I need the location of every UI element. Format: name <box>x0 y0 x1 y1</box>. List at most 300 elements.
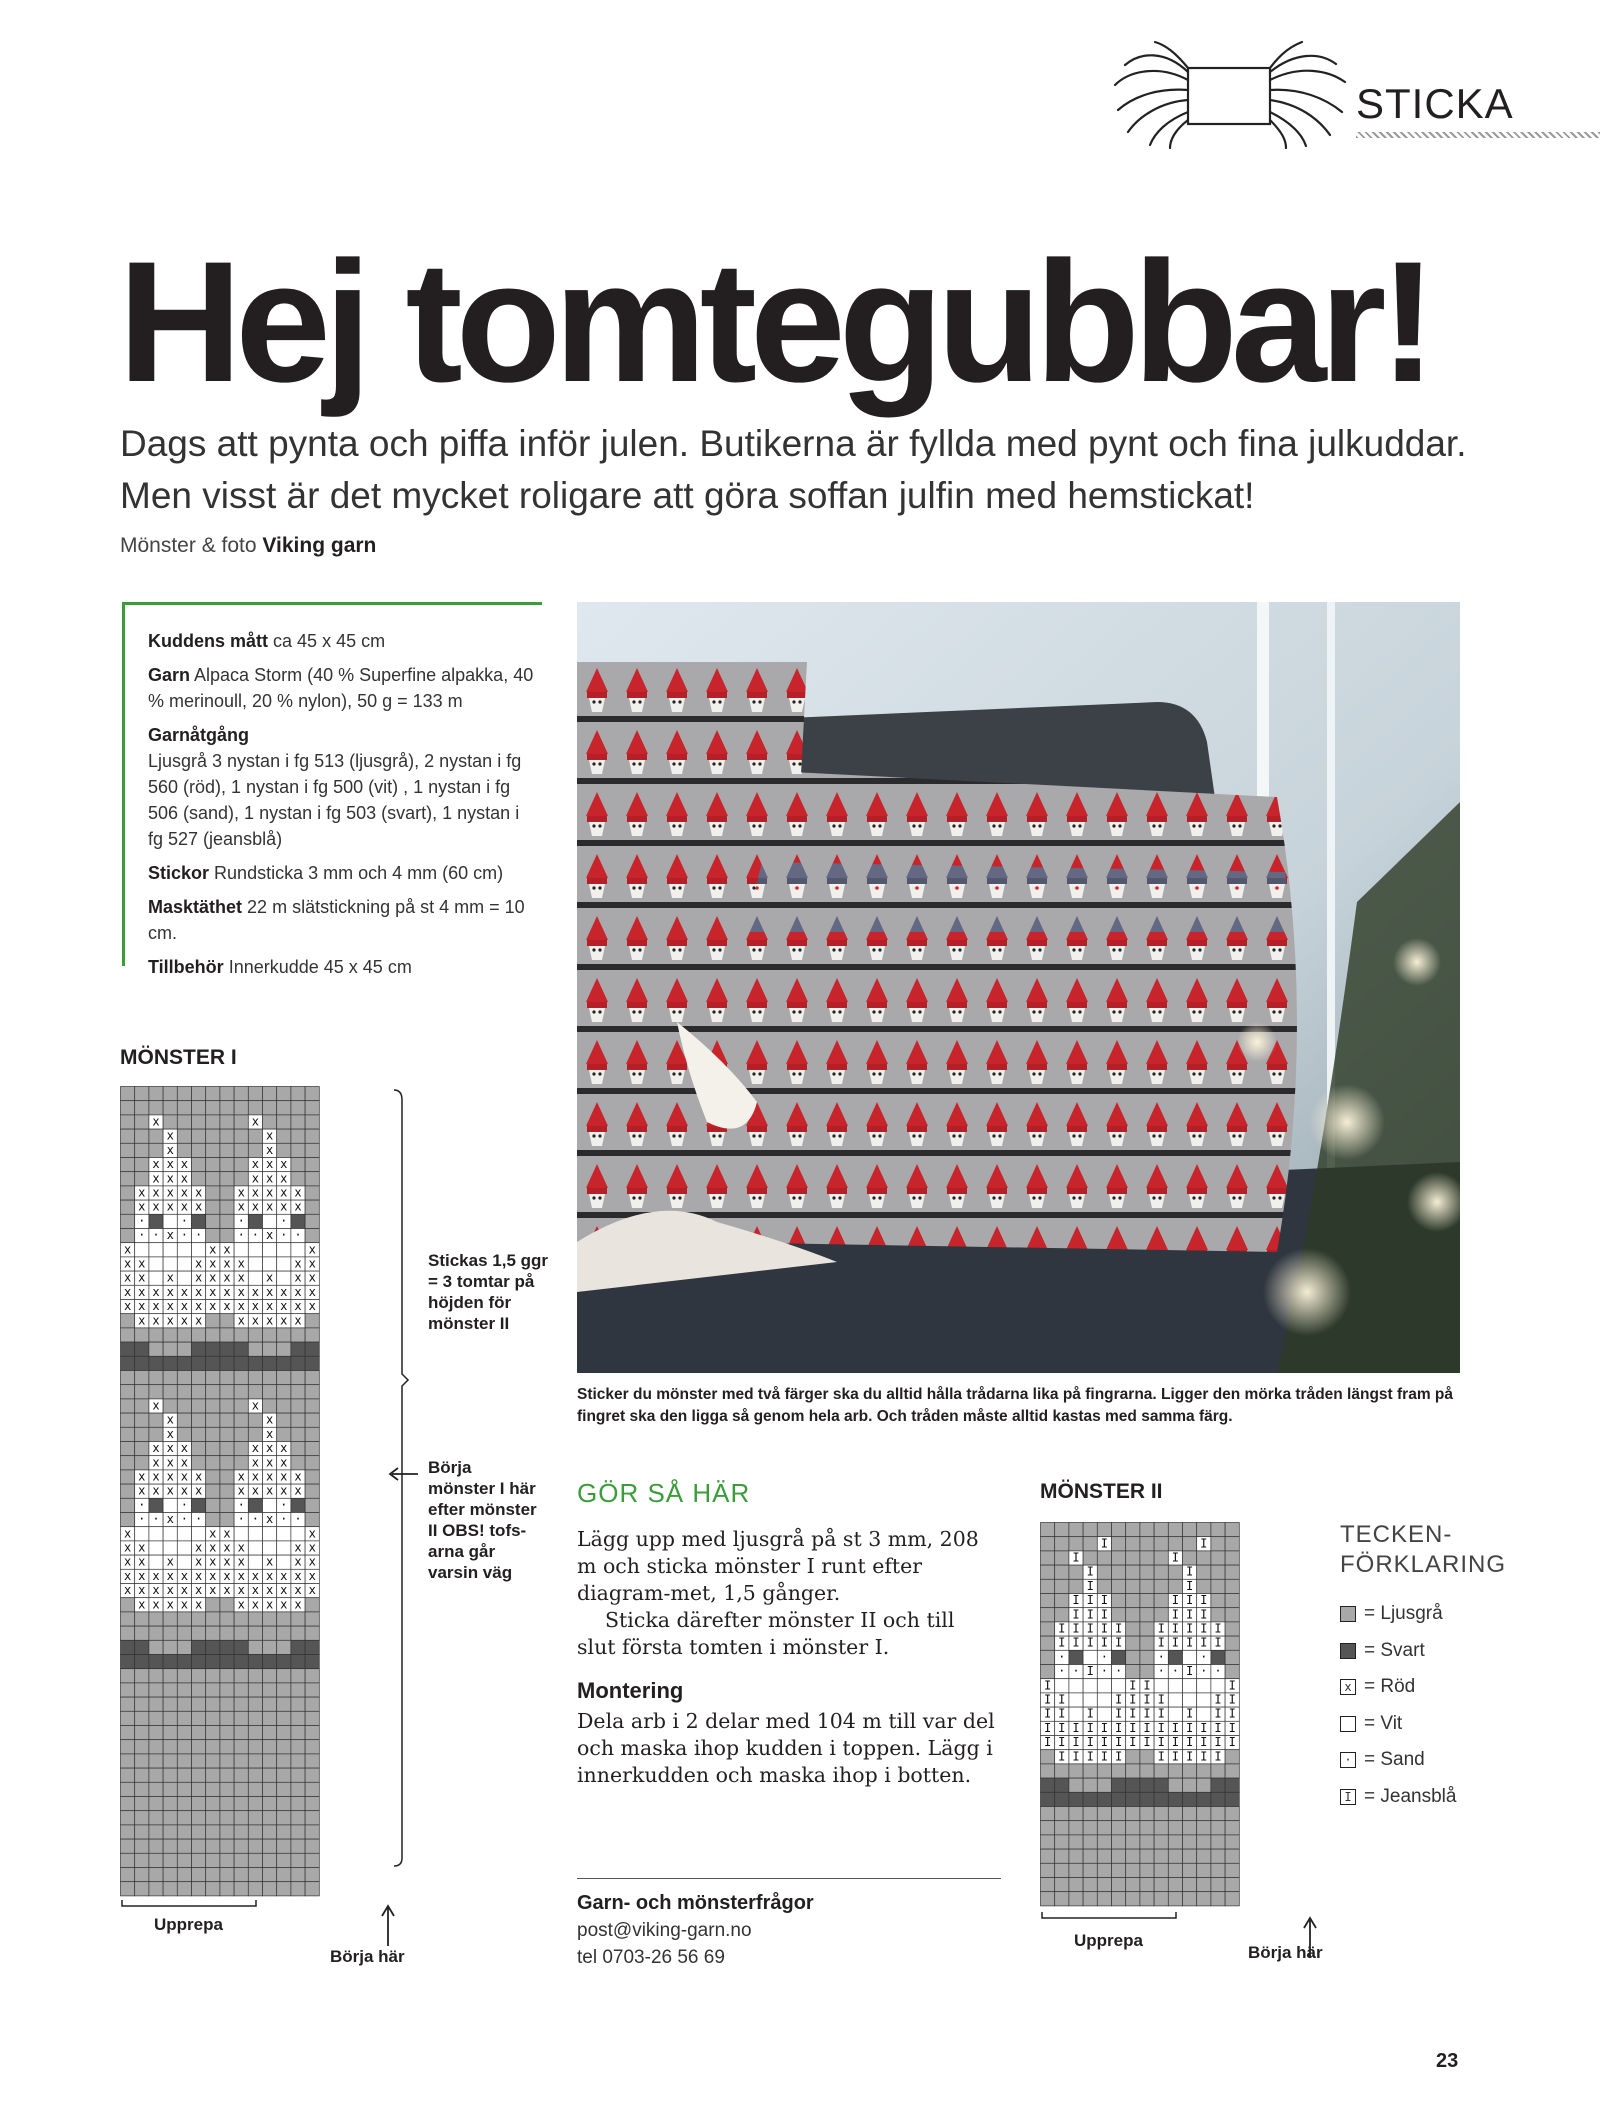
chart-cell <box>1197 1707 1211 1721</box>
chart-symbol: I <box>1072 1735 1080 1750</box>
chart-cell <box>1126 1821 1140 1835</box>
chart-cell <box>163 1371 177 1385</box>
chart-cell <box>305 1143 319 1157</box>
chart-symbol: I <box>1171 1621 1180 1636</box>
chart-cell <box>305 1697 319 1711</box>
chart-symbol: I <box>1058 1735 1066 1750</box>
chart-symbol: x <box>251 1313 260 1328</box>
chart-cell <box>291 1853 305 1867</box>
chart-cell <box>305 1342 319 1356</box>
chart-cell <box>248 1413 262 1427</box>
chart-cell <box>206 1229 220 1243</box>
chart-cell <box>149 1541 163 1555</box>
chart-cell <box>135 1427 149 1441</box>
chart-symbol: x <box>194 1270 203 1285</box>
chart-cell <box>192 1655 206 1669</box>
chart-symbol: x <box>237 1483 245 1498</box>
chart-symbol: x <box>237 1554 245 1569</box>
chart-symbol: x <box>209 1554 217 1569</box>
chart-cell <box>206 1129 220 1143</box>
chart-symbol: I <box>1171 1550 1180 1565</box>
chart-symbol: x <box>152 1455 160 1470</box>
chart-cell <box>1168 1565 1182 1579</box>
chart-cell <box>220 1498 234 1512</box>
chart-cell <box>234 1356 248 1370</box>
chart-cell <box>1140 1849 1154 1863</box>
chart-cell <box>149 1726 163 1740</box>
chart-symbol: x <box>194 1583 203 1598</box>
contact-email[interactable]: post@viking-garn.no <box>577 1920 752 1941</box>
chart-cell <box>1112 1679 1126 1693</box>
chart-cell <box>1126 1622 1140 1636</box>
chart-cell <box>1041 1764 1055 1778</box>
chart-symbol: I <box>1072 1635 1080 1650</box>
chart-symbol: x <box>308 1242 316 1257</box>
chart-symbol: I <box>1185 1664 1194 1679</box>
chart-cell <box>121 1456 135 1470</box>
chart-cell <box>220 1626 234 1640</box>
chart-cell <box>234 1172 248 1186</box>
chart-symbol: x <box>152 1284 160 1299</box>
chart-cell <box>149 1655 163 1669</box>
chart-cell <box>1183 1835 1197 1849</box>
chart-cell <box>1140 1594 1154 1608</box>
chart-cell <box>149 1257 163 1271</box>
chart-cell <box>1126 1523 1140 1537</box>
chart-cell <box>177 1740 191 1754</box>
chart-cell <box>277 1612 291 1626</box>
chart-cell <box>177 1342 191 1356</box>
chart-cell <box>163 1626 177 1640</box>
chart-cell <box>1041 1807 1055 1821</box>
chart-cell <box>1097 1892 1111 1906</box>
chart-cell <box>305 1101 319 1115</box>
chart-cell <box>1069 1863 1083 1877</box>
chart-cell <box>234 1385 248 1399</box>
chart-cell <box>248 1555 262 1569</box>
info-text: Ljusgrå 3 nystan i fg 513 (ljusgrå), 2 nystan i fg 560 (röd), 1 nystan i fg 500 (vit) , 1 nystan i fg 506 (sand), 1 nystan i fg 503 (svart), 1 nystan i fg 527 (jeansblå) <box>148 751 522 849</box>
chart-cell <box>1140 1863 1154 1877</box>
chart-symbol: x <box>251 1185 260 1200</box>
chart-symbol: x <box>251 1299 260 1314</box>
chart-symbol: x <box>265 1426 274 1441</box>
chart-cell <box>135 1356 149 1370</box>
chart-symbol: x <box>138 1185 146 1200</box>
chart-cell <box>163 1726 177 1740</box>
chart-cell <box>234 1711 248 1725</box>
chart-symbol: I <box>1157 1621 1165 1636</box>
chart-symbol: x <box>294 1568 302 1583</box>
chart-symbol: I <box>1100 1635 1109 1650</box>
chart-cell <box>1069 1878 1083 1892</box>
chart-symbol: x <box>280 1568 288 1583</box>
chart-cell <box>1225 1849 1239 1863</box>
chart-cell <box>121 1356 135 1370</box>
chart-symbol: x <box>294 1313 302 1328</box>
chart-cell <box>121 1612 135 1626</box>
chart-cell <box>234 1882 248 1896</box>
chart-cell <box>263 1697 277 1711</box>
chart-symbol: x <box>237 1469 245 1484</box>
chart-symbol: x <box>294 1483 302 1498</box>
chart-cell <box>1183 1764 1197 1778</box>
chart-cell <box>248 1129 262 1143</box>
chart-cell <box>192 1754 206 1768</box>
chart-cell <box>1069 1537 1083 1551</box>
chart-cell <box>1055 1892 1069 1906</box>
chart-symbol: x <box>294 1554 302 1569</box>
chart-symbol: x <box>280 1313 288 1328</box>
chart-cell <box>121 1513 135 1527</box>
legend-item <box>1340 1669 1456 1706</box>
chart-symbol: x <box>209 1568 217 1583</box>
chart-symbol: x <box>166 1554 174 1569</box>
chart-symbol: I <box>1129 1678 1137 1693</box>
chart-cell <box>206 1711 220 1725</box>
chart-symbol: I <box>1058 1720 1066 1735</box>
chart-cell <box>291 1143 305 1157</box>
chart-cell <box>149 1754 163 1768</box>
chart-cell <box>121 1697 135 1711</box>
chart1-start-note: Börja mönster I här efter mönster II OBS! tofs-arna går varsin väg <box>428 1458 537 1582</box>
chart-cell <box>220 1186 234 1200</box>
chart-cell <box>1140 1665 1154 1679</box>
chart-cell <box>135 1399 149 1413</box>
chart-cell <box>305 1655 319 1669</box>
chart-cell <box>192 1669 206 1683</box>
chart-symbol: x <box>237 1270 245 1285</box>
chart-symbol: x <box>251 1398 260 1413</box>
chart-symbol: I <box>1171 1720 1180 1735</box>
chart-cell <box>149 1356 163 1370</box>
chart-symbol: x <box>265 1441 274 1456</box>
chart-symbol: I <box>1214 1720 1222 1735</box>
chart-cell <box>291 1129 305 1143</box>
chart-cell <box>248 1811 262 1825</box>
chart-cell <box>177 1271 191 1285</box>
info-label: Masktäthet <box>148 897 243 917</box>
chart-symbol: x <box>180 1157 189 1172</box>
chart-cell <box>149 1271 163 1285</box>
info-yarn <box>148 662 538 714</box>
chart-symbol: x <box>251 1114 260 1129</box>
chart-cell <box>220 1101 234 1115</box>
chart-cell <box>220 1811 234 1825</box>
legend-title-line: FÖRKLARING <box>1340 1551 1507 1578</box>
chart-cell <box>1183 1679 1197 1693</box>
chart-cell <box>1097 1523 1111 1537</box>
chart-cell <box>135 1882 149 1896</box>
chart-symbol: x <box>166 1270 174 1285</box>
chart-symbol: x <box>209 1583 217 1598</box>
chart-cell <box>305 1612 319 1626</box>
chart-cell <box>305 1356 319 1370</box>
chart-cell <box>1041 1778 1055 1792</box>
chart-cell <box>291 1683 305 1697</box>
chart-symbol: I <box>1100 1720 1109 1735</box>
chart-cell <box>135 1101 149 1115</box>
chart-cell <box>1154 1608 1168 1622</box>
chart-cell <box>291 1214 305 1228</box>
chart-cell <box>263 1527 277 1541</box>
contact-divider <box>577 1878 1001 1879</box>
chart-cell <box>1083 1523 1097 1537</box>
chart-cell <box>263 1328 277 1342</box>
chart-cell <box>305 1385 319 1399</box>
chart-cell <box>220 1200 234 1214</box>
chart-cell <box>1211 1821 1225 1835</box>
chart-cell <box>1097 1764 1111 1778</box>
chart-symbol: · <box>1100 1649 1109 1664</box>
chart-cell <box>263 1356 277 1370</box>
chart-cell <box>1154 1594 1168 1608</box>
chart-cell <box>220 1839 234 1853</box>
chart-cell <box>1197 1807 1211 1821</box>
chart-cell <box>1126 1551 1140 1565</box>
chart-cell <box>1126 1849 1140 1863</box>
chart-cell <box>163 1399 177 1413</box>
chart-cell <box>277 1853 291 1867</box>
chart-cell <box>177 1427 191 1441</box>
chart-cell <box>220 1385 234 1399</box>
chart-cell <box>263 1768 277 1782</box>
chart-cell <box>1112 1807 1126 1821</box>
photo-caption: Sticker du mönster med två färger ska du alltid hålla trådarna lika på fingrarna. Ligger den mörka tråden längst fram på fingret ska den ligga så genom hela arb. Och tråden måste alltid kastas med samma färg. <box>577 1386 1453 1425</box>
chart-cell <box>220 1115 234 1129</box>
chart-cell <box>248 1214 262 1228</box>
chart-symbol: x <box>166 1568 174 1583</box>
chart-cell <box>206 1768 220 1782</box>
chart-cell <box>1041 1792 1055 1806</box>
chart-cell <box>135 1413 149 1427</box>
chart-cell <box>1083 1807 1097 1821</box>
chart-symbol: x <box>138 1568 146 1583</box>
chart-cell <box>1211 1863 1225 1877</box>
chart-cell <box>220 1598 234 1612</box>
chart-cell <box>1140 1622 1154 1636</box>
chart-cell <box>135 1868 149 1882</box>
article-title: Hej tomtegubbar! <box>118 226 1430 418</box>
chart-symbol: x <box>180 1455 189 1470</box>
legend-label: = Svart <box>1364 1639 1425 1661</box>
chart-symbol: x <box>166 1199 174 1214</box>
chart-cell <box>263 1257 277 1271</box>
chart-cell <box>1154 1764 1168 1778</box>
chart-symbol: I <box>1143 1735 1151 1750</box>
chart-cell <box>206 1754 220 1768</box>
chart-cell <box>1041 1565 1055 1579</box>
chart-cell <box>1097 1565 1111 1579</box>
chart-symbol: x <box>265 1512 274 1527</box>
chart-symbol: x <box>251 1284 260 1299</box>
chart-cell <box>1211 1764 1225 1778</box>
chart-cell <box>192 1399 206 1413</box>
chart-symbol: x <box>223 1270 231 1285</box>
chart-cell <box>1041 1863 1055 1877</box>
chart-cell <box>206 1143 220 1157</box>
chart-symbol: x <box>180 1568 189 1583</box>
chart-cell <box>305 1683 319 1697</box>
chart-symbol: I <box>1100 1621 1109 1636</box>
chart-cell <box>291 1640 305 1654</box>
chart-cell <box>220 1427 234 1441</box>
montering-text: Dela arb i 2 delar med 104 m till var del och maska ihop kudden i toppen. Lägg i innerkudden och maska ihop i botten. <box>577 1709 995 1787</box>
chart-symbol: x <box>280 1299 288 1314</box>
chart-cell <box>121 1342 135 1356</box>
chart-symbol: I <box>1129 1720 1137 1735</box>
chart-cell <box>135 1683 149 1697</box>
chart-cell <box>1225 1636 1239 1650</box>
chart-symbol: x <box>123 1583 132 1598</box>
chart-symbol: x <box>280 1441 288 1456</box>
chart-cell <box>1140 1892 1154 1906</box>
chart-cell <box>1126 1792 1140 1806</box>
chart-symbol: x <box>294 1597 302 1612</box>
chart-symbol: I <box>1185 1564 1194 1579</box>
chart-cell <box>1112 1792 1126 1806</box>
chart-symbol: x <box>265 1412 274 1427</box>
chart2-grid <box>1040 1522 1310 1916</box>
chart-symbol: x <box>294 1540 302 1555</box>
chart-cell <box>1225 1579 1239 1593</box>
chart-cell <box>1069 1792 1083 1806</box>
chart-symbol: I <box>1214 1692 1222 1707</box>
chart-cell <box>291 1768 305 1782</box>
chart-symbol: I <box>1157 1635 1165 1650</box>
chart-cell <box>220 1768 234 1782</box>
chart-cell <box>1083 1821 1097 1835</box>
info-needles <box>148 860 538 886</box>
chart-symbol: I <box>1214 1735 1222 1750</box>
chart-cell <box>263 1214 277 1228</box>
chart-symbol: x <box>280 1185 288 1200</box>
chart-symbol: x <box>265 1313 274 1328</box>
chart-symbol: x <box>223 1540 231 1555</box>
chart-cell <box>291 1697 305 1711</box>
chart-cell <box>1140 1878 1154 1892</box>
chart-cell <box>1168 1523 1182 1537</box>
chart-cell <box>135 1158 149 1172</box>
chart-cell <box>220 1356 234 1370</box>
chart-cell <box>1112 1608 1126 1622</box>
chart-cell <box>1211 1849 1225 1863</box>
chart-cell <box>192 1214 206 1228</box>
chart-cell <box>206 1598 220 1612</box>
chart-cell <box>121 1484 135 1498</box>
chart-cell <box>1140 1523 1154 1537</box>
chart-cell <box>1211 1878 1225 1892</box>
chart-symbol: I <box>1114 1692 1123 1707</box>
chart-symbol: x <box>123 1270 132 1285</box>
chart-symbol: · <box>194 1228 203 1243</box>
chart-symbol: x <box>251 1199 260 1214</box>
chart-symbol: x <box>194 1483 203 1498</box>
chart-symbol: x <box>152 1469 160 1484</box>
chart-cell <box>1126 1579 1140 1593</box>
chart-cell <box>248 1087 262 1101</box>
chart-cell <box>1126 1778 1140 1792</box>
chart-symbol: x <box>209 1299 217 1314</box>
chart-cell <box>1225 1537 1239 1551</box>
chart-symbol: x <box>123 1526 132 1541</box>
chart-symbol: I <box>1171 1593 1180 1608</box>
chart-cell <box>1168 1579 1182 1593</box>
chart-symbol: I <box>1086 1635 1094 1650</box>
chart-symbol: I <box>1114 1635 1123 1650</box>
chart-cell <box>177 1655 191 1669</box>
chart-cell <box>149 1527 163 1541</box>
chart-cell <box>277 1655 291 1669</box>
chart-cell <box>1225 1835 1239 1849</box>
chart-cell <box>305 1186 319 1200</box>
chart-cell <box>135 1342 149 1356</box>
chart-cell <box>1112 1551 1126 1565</box>
chart-cell <box>220 1342 234 1356</box>
chart1-repeat-note: Stickas 1,5 ggr = 3 tomtar på höjden för mönster II <box>428 1251 549 1333</box>
chart-symbol: · <box>152 1228 160 1243</box>
chart-cell <box>305 1158 319 1172</box>
chart-cell <box>1140 1636 1154 1650</box>
chart-cell <box>121 1882 135 1896</box>
chart-cell <box>1041 1622 1055 1636</box>
chart-cell <box>220 1882 234 1896</box>
chart-cell <box>291 1399 305 1413</box>
chart-cell <box>263 1853 277 1867</box>
chart-cell <box>277 1527 291 1541</box>
info-text: Alpaca Storm (40 % Superfine alpakka, 40 % merinoull, 20 % nylon), 50 g = 133 m <box>148 665 534 711</box>
chart-symbol: I <box>1143 1678 1151 1693</box>
chart-cell <box>305 1413 319 1427</box>
chart-cell <box>177 1726 191 1740</box>
chart-symbol: x <box>280 1597 288 1612</box>
chart-symbol: x <box>123 1256 132 1271</box>
chart-cell <box>1112 1594 1126 1608</box>
chart-cell <box>149 1839 163 1853</box>
chart-cell <box>305 1726 319 1740</box>
chart-cell <box>1211 1650 1225 1664</box>
chart-symbol: x <box>265 1469 274 1484</box>
chart-cell <box>1055 1523 1069 1537</box>
chart-cell <box>177 1669 191 1683</box>
chart-cell <box>291 1442 305 1456</box>
chart-cell <box>234 1129 248 1143</box>
chart-cell <box>277 1640 291 1654</box>
chart-cell <box>291 1342 305 1356</box>
chart-cell <box>121 1101 135 1115</box>
chart-cell <box>163 1342 177 1356</box>
chart-symbol: · <box>294 1228 302 1243</box>
chart-symbol: I <box>1228 1678 1236 1693</box>
chart-cell <box>163 1087 177 1101</box>
chart-cell <box>277 1669 291 1683</box>
chart-cell <box>177 1683 191 1697</box>
chart-symbol: I <box>1171 1635 1180 1650</box>
chart-symbol: · <box>1157 1649 1165 1664</box>
chart-cell <box>121 1186 135 1200</box>
chart-symbol: x <box>152 1199 160 1214</box>
chart-cell <box>1112 1892 1126 1906</box>
chart-symbol: x <box>194 1469 203 1484</box>
article-intro: Dags att pynta och piffa inför julen. Butikerna är fyllda med pynt och fina julkuddar. Men visst är det mycket roligare att göra soffan julfin med hemstickat! <box>120 423 1467 516</box>
chart-cell <box>149 1640 163 1654</box>
chart-cell <box>1168 1693 1182 1707</box>
chart-cell <box>1069 1835 1083 1849</box>
chart-cell <box>121 1115 135 1129</box>
chart-cell <box>277 1839 291 1853</box>
chart-cell <box>291 1754 305 1768</box>
chart-cell <box>1112 1565 1126 1579</box>
chart-cell <box>177 1555 191 1569</box>
